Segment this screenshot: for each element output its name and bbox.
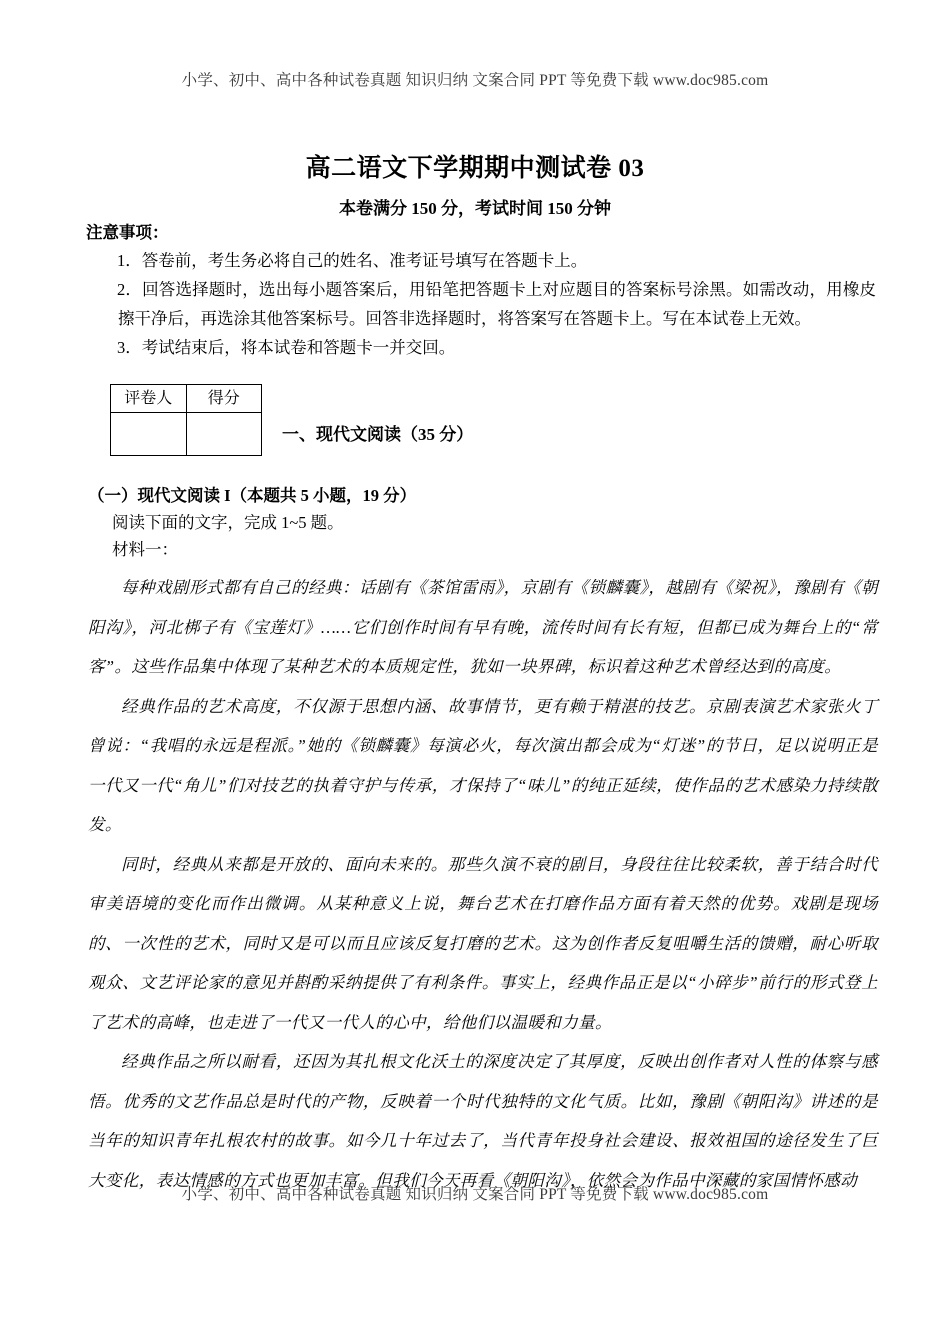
reading-part-block: [88, 482, 876, 563]
material-label: 材料一：: [112, 540, 178, 559]
passage-paragraph: 每种戏剧形式都有自己的经典：话剧有《茶馆雷雨》，京剧有《锁麟囊》，越剧有《梁祝》，豫剧有《朝阳沟》，河北梆子有《宝莲灯》……它们创作时间有早有晚，流传时间有长有短，但都已成为舞台上的“常客”。这些作品集中体现了某种艺术的本质规定性，犹如一块界碑，标识着这种艺术曾经达到的高度。: [88, 578, 878, 676]
score-table-row: [110, 384, 473, 456]
notice-block: [86, 219, 876, 362]
page-title: 高二语文下学期期中测试卷 03: [305, 155, 645, 182]
notice-item-number: 1．: [117, 251, 142, 270]
score-table-header-score: 得分: [186, 385, 262, 413]
notice-list: [86, 246, 876, 362]
passage-paragraph: 同时，经典从来都是开放的、面向未来的。那些久演不衰的剧目，身段往往比较柔软，善于结合时代审美语境的变化而作出微调。从某种意义上说，舞台艺术在打磨作品方面有着天然的优势。戏剧是现场的、一次性的艺术，同时又是可以而且应该反复打磨的艺术。这为创作者反复咀嚼生活的馈赠，耐心听取观众、文艺评论家的意见并斟酌采纳提供了有利条件。事实上，经典作品正是以“小碎步”前行的形式登上了艺术的高峰，也走进了一代又一代人的心中，给他们以温暖和力量。: [88, 854, 878, 1032]
section-heading: 一、现代文阅读（35 分）: [282, 425, 474, 444]
score-table-cell-grader[interactable]: [111, 413, 187, 456]
notice-item-number: 2．: [117, 280, 143, 299]
score-table-cell-score[interactable]: [186, 413, 262, 456]
passage-body: [88, 568, 878, 1200]
notice-item: [86, 333, 876, 362]
notice-item: [86, 275, 876, 333]
notice-item-text: 回答选择题时，选出每小题答案后，用铅笔把答题卡上对应题目的答案标号涂黑。如需改动，用橡皮擦干净后，再选涂其他答案标号。回答非选择题时，将答案写在答题卡上。写在本试卷上无效。: [118, 280, 877, 328]
passage-paragraph: 经典作品的艺术高度，不仅源于思想内涵、故事情节，更有赖于精湛的技艺。京剧表演艺术家张火丁曾说：“我唱的永远是程派。”她的《锁麟囊》每演必火，每次演出都会成为“灯迷”的节日，足以说明正是一代又一代“角儿”们对技艺的执着守护与传承，才保持了“味儿”的纯正延续，使作品的艺术感染力持续散发。: [88, 696, 878, 834]
notice-item-text: 考试结束后，将本试卷和答题卡一并交回。: [141, 338, 456, 357]
passage-paragraph: 经典作品之所以耐看，还因为其扎根文化沃土的深度决定了其厚度，反映出创作者对人性的体察与感悟。优秀的文艺作品总是时代的产物，反映着一个时代独特的文化气质。比如，豫剧《朝阳沟》讲述的是当年的知识青年扎根农村的故事。如今几十年过去了，当代青年投身社会建设、报效祖国的途径发生了巨大变化，表达情感的方式也更加丰富。但我们今天再看《朝阳沟》，依然会为作品中深藏的家国情怀感动: [88, 1052, 878, 1190]
notice-item-text: 答卷前，考生务必将自己的姓名、准考证号填写在答题卡上。: [141, 251, 588, 270]
notice-heading: 注意事项：: [86, 223, 169, 242]
table-row: [111, 385, 262, 413]
page-subtitle: 本卷满分 150 分，考试时间 150 分钟: [339, 199, 611, 218]
score-table-header-grader: 评卷人: [111, 385, 187, 413]
table-row: [111, 413, 262, 456]
notice-item-number: 3．: [117, 338, 142, 357]
notice-item: [86, 246, 876, 275]
watermark-bottom: 小学、初中、高中各种试卷真题 知识归纳 文案合同 PPT 等免费下载 www.doc985.com: [181, 1186, 769, 1203]
part-instruction: 阅读下面的文字，完成 1~5 题。: [112, 513, 344, 532]
part-heading: （一）现代文阅读 I（本题共 5 小题，19 分）: [88, 486, 417, 505]
score-table: [110, 384, 262, 456]
watermark-top: 小学、初中、高中各种试卷真题 知识归纳 文案合同 PPT 等免费下载 www.doc985.com: [181, 72, 769, 89]
